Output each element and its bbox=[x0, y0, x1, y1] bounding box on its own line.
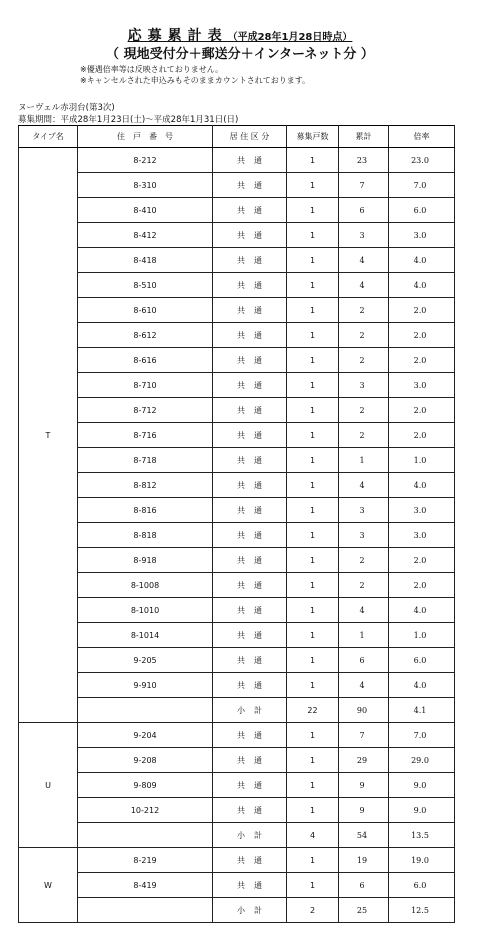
total-cell: 29 bbox=[339, 748, 389, 773]
ratio-cell: 2.0 bbox=[389, 573, 455, 598]
unit-number: 8-1010 bbox=[78, 598, 213, 623]
unit-number: 8-410 bbox=[78, 198, 213, 223]
count-cell: 1 bbox=[287, 673, 339, 698]
table-row bbox=[19, 523, 455, 548]
ratio-cell: 4.0 bbox=[389, 598, 455, 623]
note-line: ※優遇倍率等は反映されておりません。 bbox=[80, 65, 224, 74]
ratio-cell: 3.0 bbox=[389, 523, 455, 548]
count-cell: 1 bbox=[287, 523, 339, 548]
total-cell: 2 bbox=[339, 298, 389, 323]
count-cell: 1 bbox=[287, 448, 339, 473]
ratio-cell: 4.0 bbox=[389, 673, 455, 698]
table-row bbox=[19, 423, 455, 448]
table-row bbox=[19, 348, 455, 373]
subtotal-label: 小計 bbox=[213, 698, 287, 723]
unit-number: 8-710 bbox=[78, 373, 213, 398]
unit-number: 8-412 bbox=[78, 223, 213, 248]
count-cell: 1 bbox=[287, 873, 339, 898]
ratio-cell: 4.0 bbox=[389, 473, 455, 498]
count-cell: 1 bbox=[287, 398, 339, 423]
application-table bbox=[18, 125, 455, 923]
table-row bbox=[19, 573, 455, 598]
total-cell: 2 bbox=[339, 423, 389, 448]
subtotal-row bbox=[19, 823, 455, 848]
header-row bbox=[19, 126, 455, 148]
unit-number: 8-418 bbox=[78, 248, 213, 273]
unit-number: 9-809 bbox=[78, 773, 213, 798]
table-row bbox=[19, 323, 455, 348]
total-cell: 7 bbox=[339, 723, 389, 748]
kubun-cell: 共通 bbox=[213, 348, 287, 373]
unit-number: 9-208 bbox=[78, 748, 213, 773]
total-cell: 2 bbox=[339, 323, 389, 348]
table-row bbox=[19, 648, 455, 673]
kubun-cell: 共通 bbox=[213, 373, 287, 398]
unit-number: 8-716 bbox=[78, 423, 213, 448]
unit-number: 8-419 bbox=[78, 873, 213, 898]
type-cell: W bbox=[19, 848, 78, 923]
total-cell: 6 bbox=[339, 648, 389, 673]
total-cell: 3 bbox=[339, 373, 389, 398]
unit-number: 8-818 bbox=[78, 523, 213, 548]
table-row bbox=[19, 748, 455, 773]
col-count: 募集戸数 bbox=[287, 126, 339, 148]
table-row bbox=[19, 548, 455, 573]
total-cell: 4 bbox=[339, 248, 389, 273]
unit-number: 8-812 bbox=[78, 473, 213, 498]
count-cell: 1 bbox=[287, 748, 339, 773]
count-cell: 1 bbox=[287, 648, 339, 673]
ratio-cell: 2.0 bbox=[389, 423, 455, 448]
total-cell: 6 bbox=[339, 198, 389, 223]
table-row bbox=[19, 448, 455, 473]
count-cell: 1 bbox=[287, 248, 339, 273]
unit-number: 9-204 bbox=[78, 723, 213, 748]
table-row bbox=[19, 773, 455, 798]
unit-number: 8-1014 bbox=[78, 623, 213, 648]
kubun-cell: 共通 bbox=[213, 523, 287, 548]
count-cell: 1 bbox=[287, 548, 339, 573]
count-cell: 1 bbox=[287, 848, 339, 873]
total-cell: 3 bbox=[339, 223, 389, 248]
col-total: 累計 bbox=[339, 126, 389, 148]
kubun-cell: 共通 bbox=[213, 848, 287, 873]
unit-number: 8-310 bbox=[78, 173, 213, 198]
unit-number: 8-219 bbox=[78, 848, 213, 873]
total-cell: 9 bbox=[339, 798, 389, 823]
table-row bbox=[19, 148, 455, 173]
kubun-cell: 共通 bbox=[213, 748, 287, 773]
total-cell: 2 bbox=[339, 348, 389, 373]
ratio-cell: 7.0 bbox=[389, 173, 455, 198]
ratio-cell: 2.0 bbox=[389, 548, 455, 573]
table-row bbox=[19, 273, 455, 298]
count-cell: 1 bbox=[287, 573, 339, 598]
unit-number: 8-1008 bbox=[78, 573, 213, 598]
count-cell: 1 bbox=[287, 473, 339, 498]
count-cell: 1 bbox=[287, 373, 339, 398]
kubun-cell: 共通 bbox=[213, 498, 287, 523]
table-row bbox=[19, 298, 455, 323]
subtotal-label: 小計 bbox=[213, 823, 287, 848]
title-date-note: （平成28年1月28日時点） bbox=[227, 32, 353, 43]
total-cell: 2 bbox=[339, 548, 389, 573]
subtotal-row bbox=[19, 698, 455, 723]
unit-number: 9-205 bbox=[78, 648, 213, 673]
subtotal-total: 90 bbox=[339, 698, 389, 723]
ratio-cell: 2.0 bbox=[389, 348, 455, 373]
subtotal-ratio: 13.5 bbox=[389, 823, 455, 848]
unit-number: 8-510 bbox=[78, 273, 213, 298]
unit-number: 8-918 bbox=[78, 548, 213, 573]
kubun-cell: 共通 bbox=[213, 323, 287, 348]
project-name: ヌーヴェル赤羽台(第3次) bbox=[18, 103, 115, 113]
kubun-cell: 共通 bbox=[213, 423, 287, 448]
ratio-cell: 6.0 bbox=[389, 198, 455, 223]
subtotal-total: 25 bbox=[339, 898, 389, 923]
unit-number: 8-612 bbox=[78, 323, 213, 348]
kubun-cell: 共通 bbox=[213, 773, 287, 798]
ratio-cell: 3.0 bbox=[389, 223, 455, 248]
table-row bbox=[19, 623, 455, 648]
kubun-cell: 共通 bbox=[213, 598, 287, 623]
ratio-cell: 9.0 bbox=[389, 798, 455, 823]
kubun-cell: 共通 bbox=[213, 648, 287, 673]
kubun-cell: 共通 bbox=[213, 398, 287, 423]
table-row bbox=[19, 373, 455, 398]
table-row bbox=[19, 398, 455, 423]
ratio-cell: 23.0 bbox=[389, 148, 455, 173]
ratio-cell: 4.0 bbox=[389, 273, 455, 298]
unit-number: 9-910 bbox=[78, 673, 213, 698]
kubun-cell: 共通 bbox=[213, 148, 287, 173]
subtotal-blank bbox=[78, 898, 213, 923]
ratio-cell: 4.0 bbox=[389, 248, 455, 273]
ratio-cell: 1.0 bbox=[389, 448, 455, 473]
type-cell: T bbox=[19, 148, 78, 723]
ratio-cell: 3.0 bbox=[389, 373, 455, 398]
table-row bbox=[19, 248, 455, 273]
count-cell: 1 bbox=[287, 723, 339, 748]
total-cell: 6 bbox=[339, 873, 389, 898]
total-cell: 9 bbox=[339, 773, 389, 798]
kubun-cell: 共通 bbox=[213, 448, 287, 473]
ratio-cell: 6.0 bbox=[389, 873, 455, 898]
kubun-cell: 共通 bbox=[213, 173, 287, 198]
unit-number: 8-816 bbox=[78, 498, 213, 523]
unit-number: 10-212 bbox=[78, 798, 213, 823]
table-row bbox=[19, 848, 455, 873]
total-cell: 1 bbox=[339, 623, 389, 648]
total-cell: 4 bbox=[339, 598, 389, 623]
kubun-cell: 共通 bbox=[213, 198, 287, 223]
unit-number: 8-616 bbox=[78, 348, 213, 373]
notes bbox=[80, 64, 310, 86]
ratio-cell: 9.0 bbox=[389, 773, 455, 798]
table-row bbox=[19, 173, 455, 198]
count-cell: 1 bbox=[287, 323, 339, 348]
total-cell: 23 bbox=[339, 148, 389, 173]
kubun-cell: 共通 bbox=[213, 548, 287, 573]
table-row bbox=[19, 873, 455, 898]
count-cell: 1 bbox=[287, 798, 339, 823]
ratio-cell: 2.0 bbox=[389, 323, 455, 348]
recruitment-period: 募集期間：平成28年1月23日(土)～平成28年1月31日(日) bbox=[18, 115, 239, 125]
count-cell: 1 bbox=[287, 773, 339, 798]
subtotal-count: 4 bbox=[287, 823, 339, 848]
kubun-cell: 共通 bbox=[213, 573, 287, 598]
unit-number: 8-712 bbox=[78, 398, 213, 423]
kubun-cell: 共通 bbox=[213, 273, 287, 298]
unit-number: 8-610 bbox=[78, 298, 213, 323]
kubun-cell: 共通 bbox=[213, 723, 287, 748]
total-cell: 4 bbox=[339, 473, 389, 498]
ratio-cell: 2.0 bbox=[389, 398, 455, 423]
count-cell: 1 bbox=[287, 623, 339, 648]
table-row bbox=[19, 198, 455, 223]
count-cell: 1 bbox=[287, 223, 339, 248]
table-row bbox=[19, 723, 455, 748]
total-cell: 19 bbox=[339, 848, 389, 873]
kubun-cell: 共通 bbox=[213, 473, 287, 498]
ratio-cell: 19.0 bbox=[389, 848, 455, 873]
subtotal-blank bbox=[78, 823, 213, 848]
total-cell: 4 bbox=[339, 673, 389, 698]
total-cell: 3 bbox=[339, 498, 389, 523]
ratio-cell: 3.0 bbox=[389, 498, 455, 523]
total-cell: 7 bbox=[339, 173, 389, 198]
ratio-cell: 2.0 bbox=[389, 298, 455, 323]
subtotal-label: 小計 bbox=[213, 898, 287, 923]
subtotal-count: 2 bbox=[287, 898, 339, 923]
count-cell: 1 bbox=[287, 498, 339, 523]
unit-number: 8-212 bbox=[78, 148, 213, 173]
table-row bbox=[19, 223, 455, 248]
count-cell: 1 bbox=[287, 598, 339, 623]
total-cell: 1 bbox=[339, 448, 389, 473]
kubun-cell: 共通 bbox=[213, 873, 287, 898]
ratio-cell: 6.0 bbox=[389, 648, 455, 673]
count-cell: 1 bbox=[287, 423, 339, 448]
page-title bbox=[0, 25, 480, 45]
col-type: タイプ名 bbox=[19, 126, 78, 148]
ratio-cell: 29.0 bbox=[389, 748, 455, 773]
subtotal-ratio: 12.5 bbox=[389, 898, 455, 923]
ratio-cell: 7.0 bbox=[389, 723, 455, 748]
kubun-cell: 共通 bbox=[213, 623, 287, 648]
type-cell: U bbox=[19, 723, 78, 848]
subtotal-total: 54 bbox=[339, 823, 389, 848]
table-row bbox=[19, 498, 455, 523]
count-cell: 1 bbox=[287, 198, 339, 223]
ratio-cell: 1.0 bbox=[389, 623, 455, 648]
count-cell: 1 bbox=[287, 173, 339, 198]
col-kubun: 居 住 区 分 bbox=[213, 126, 287, 148]
subtotal-count: 22 bbox=[287, 698, 339, 723]
kubun-cell: 共通 bbox=[213, 223, 287, 248]
subtotal-row bbox=[19, 898, 455, 923]
total-cell: 2 bbox=[339, 398, 389, 423]
col-ratio: 倍率 bbox=[389, 126, 455, 148]
subtotal-ratio: 4.1 bbox=[389, 698, 455, 723]
count-cell: 1 bbox=[287, 348, 339, 373]
page-subtitle: （ 現地受付分＋郵送分＋インターネット分 ） bbox=[106, 47, 374, 62]
table-row bbox=[19, 798, 455, 823]
kubun-cell: 共通 bbox=[213, 798, 287, 823]
kubun-cell: 共通 bbox=[213, 248, 287, 273]
unit-number: 8-718 bbox=[78, 448, 213, 473]
subtotal-blank bbox=[78, 698, 213, 723]
count-cell: 1 bbox=[287, 273, 339, 298]
total-cell: 2 bbox=[339, 573, 389, 598]
total-cell: 4 bbox=[339, 273, 389, 298]
title-main: 応募累計表 bbox=[127, 28, 228, 44]
table-row bbox=[19, 673, 455, 698]
count-cell: 1 bbox=[287, 148, 339, 173]
kubun-cell: 共通 bbox=[213, 298, 287, 323]
note-line: ※キャンセルされた申込みもそのままカウントされております。 bbox=[80, 76, 311, 85]
table-row bbox=[19, 473, 455, 498]
total-cell: 3 bbox=[339, 523, 389, 548]
count-cell: 1 bbox=[287, 298, 339, 323]
table-row bbox=[19, 598, 455, 623]
kubun-cell: 共通 bbox=[213, 673, 287, 698]
col-unit: 住 戸 番 号 bbox=[78, 126, 213, 148]
